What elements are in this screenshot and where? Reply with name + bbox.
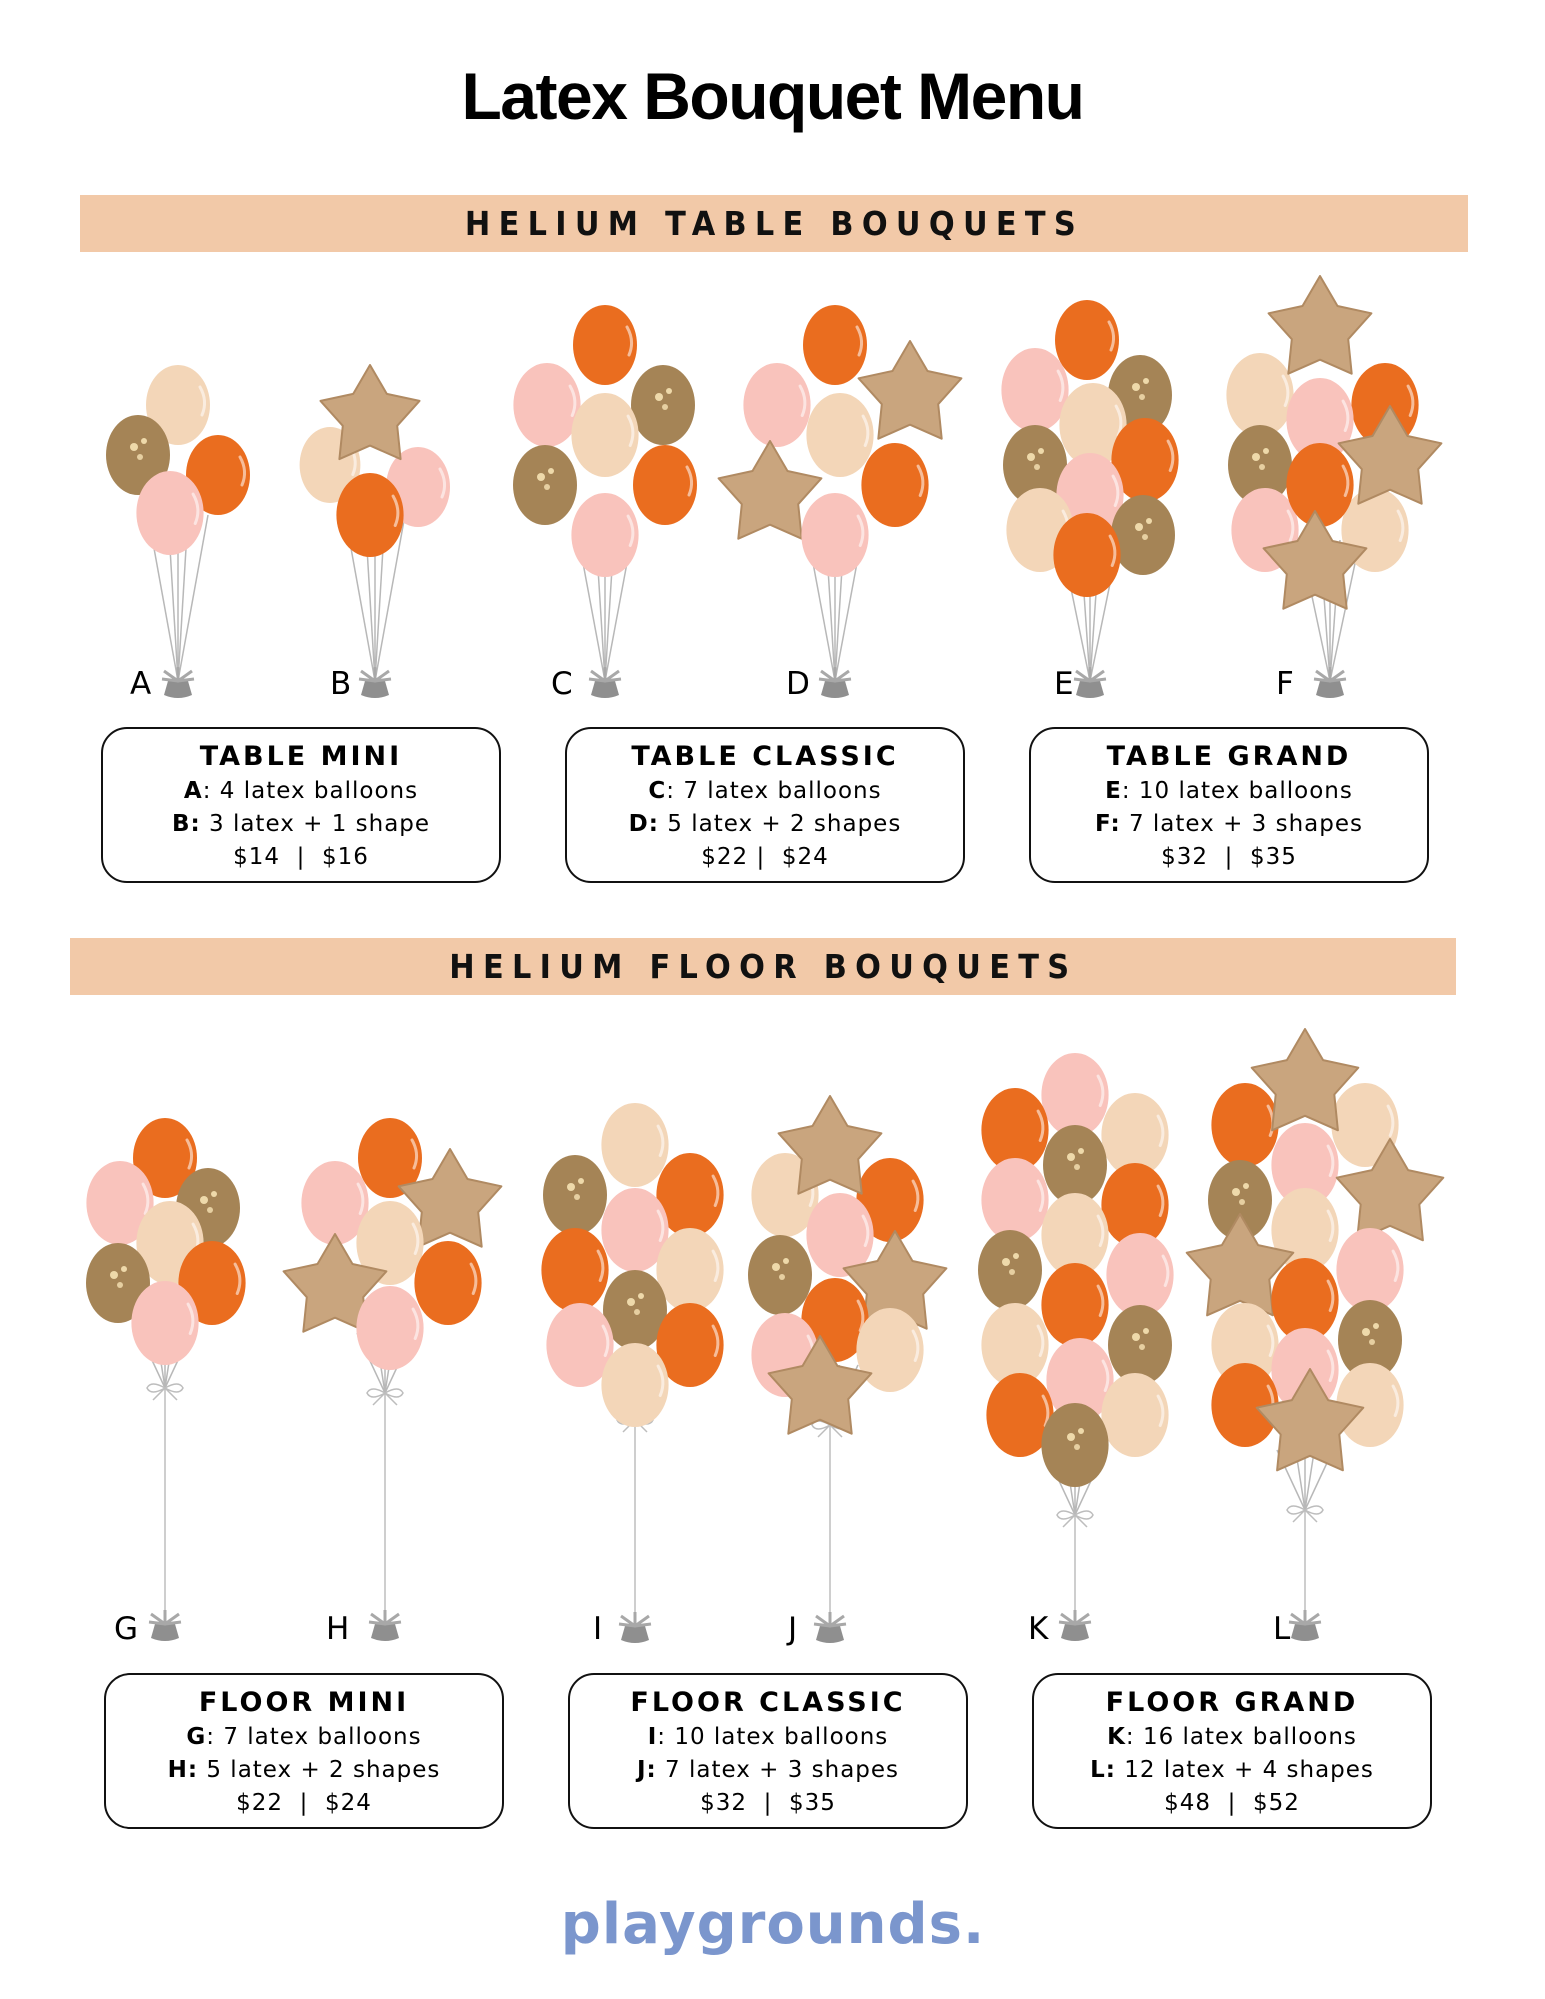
section-heading: HELIUM TABLE BOUQUETS [464, 204, 1084, 243]
package-line-2: H: 5 latex + 2 shapes [167, 1757, 441, 1783]
package-title: FLOOR CLASSIC [630, 1687, 906, 1718]
bouquet-d-image [725, 295, 955, 715]
bouquet-label-h: H [326, 1611, 350, 1647]
package-line-1: C: 7 latex balloons [648, 778, 882, 804]
package-title: TABLE MINI [199, 741, 403, 772]
package-card-floor-classic [568, 1673, 968, 1829]
bouquet-label-c: C [551, 666, 573, 702]
svg-text:playgrounds.: playgrounds. [562, 1892, 983, 1957]
package-card-table-grand [1029, 727, 1429, 883]
bouquet-label-e: E [1054, 666, 1074, 702]
package-price: $32 | $35 [1161, 844, 1297, 870]
bouquet-c-image [505, 295, 705, 715]
bouquet-f-image [1225, 275, 1445, 715]
bouquet-a-image [90, 355, 280, 715]
bouquet-l-image [1205, 1030, 1435, 1658]
bouquet-label-f: F [1276, 666, 1294, 702]
bouquet-e-image [995, 290, 1195, 715]
playgrounds-logo [0, 1885, 1545, 1979]
package-line-1: K: 16 latex balloons [1107, 1724, 1357, 1750]
package-line-1: G: 7 latex balloons [186, 1724, 422, 1750]
bouquet-label-l: L [1273, 1611, 1291, 1647]
package-price: $22 | $24 [701, 844, 829, 870]
bouquet-label-i: I [593, 1611, 603, 1647]
section-heading: HELIUM FLOOR BOUQUETS [448, 947, 1078, 986]
package-card-table-mini [101, 727, 501, 883]
bouquet-label-k: K [1028, 1611, 1049, 1647]
bouquet-b-image [290, 355, 480, 715]
bouquet-j-image [745, 1095, 945, 1658]
bouquet-i-image [540, 1100, 720, 1658]
package-line-1: I: 10 latex balloons [647, 1724, 889, 1750]
package-card-floor-mini [104, 1673, 504, 1829]
bouquet-label-a: A [130, 666, 152, 702]
package-price: $32 | $35 [700, 1790, 836, 1816]
package-card-floor-grand [1032, 1673, 1432, 1829]
package-line-1: A: 4 latex balloons [183, 778, 419, 804]
section-header-table [80, 195, 1468, 252]
package-title: TABLE CLASSIC [631, 741, 899, 772]
bouquet-k-image [980, 1040, 1180, 1658]
bouquet-label-b: B [330, 666, 352, 702]
package-line-2: F: 7 latex + 3 shapes [1095, 811, 1363, 837]
package-price: $22 | $24 [236, 1790, 372, 1816]
bouquet-label-g: G [114, 1611, 139, 1647]
package-line-2: D: 5 latex + 2 shapes [628, 811, 902, 837]
logo-icon [563, 1885, 983, 1975]
package-card-table-classic [565, 727, 965, 883]
bouquet-label-d: D [786, 666, 810, 702]
bouquet-h-image [280, 1108, 510, 1658]
package-line-2: L: 12 latex + 4 shapes [1090, 1757, 1374, 1783]
package-line-2: J: 7 latex + 3 shapes [636, 1757, 900, 1783]
bouquet-g-image [80, 1108, 270, 1658]
package-title: TABLE GRAND [1106, 741, 1352, 772]
package-line-2: B: 3 latex + 1 shape [171, 811, 431, 837]
package-title: FLOOR MINI [198, 1687, 410, 1718]
page-title: Latex Bouquet Menu [461, 59, 1084, 133]
bouquet-label-j: J [788, 1611, 798, 1647]
package-line-1: E: 10 latex balloons [1105, 778, 1353, 804]
package-price: $14 | $16 [233, 844, 369, 870]
section-header-floor [70, 938, 1456, 995]
package-price: $48 | $52 [1164, 1790, 1300, 1816]
package-title: FLOOR GRAND [1105, 1687, 1359, 1718]
